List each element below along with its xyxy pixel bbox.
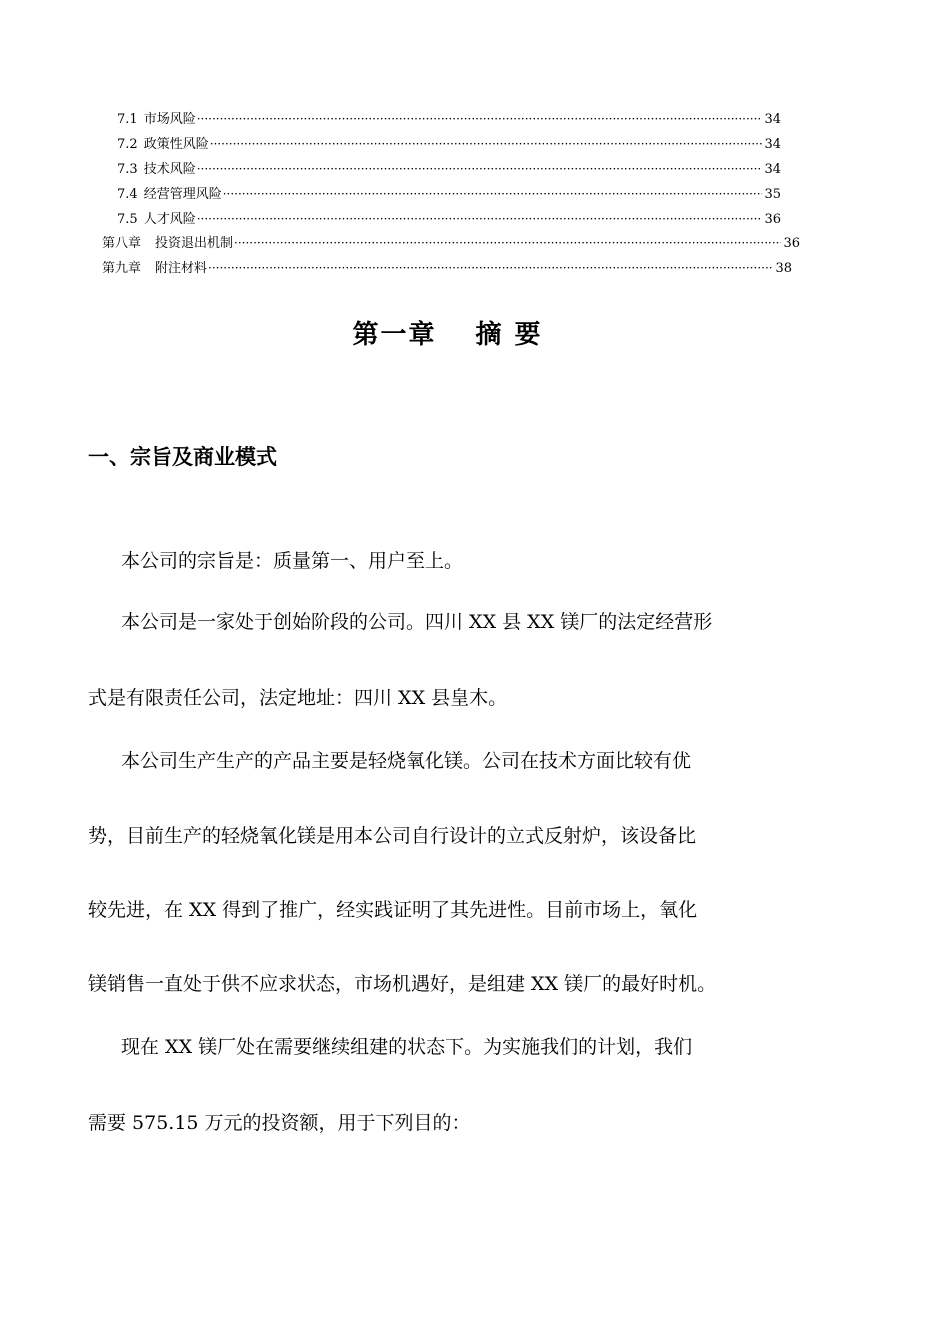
toc-entry-title: 经营管理风险 xyxy=(143,187,222,202)
toc-leader-dots xyxy=(208,260,773,277)
paragraph-line: 式是有限责任公司，法定地址：四川 XX 县皇木。 xyxy=(88,687,508,709)
toc-entry[interactable] xyxy=(117,186,781,203)
paragraph-line: 镁销售一直处于供不应求状态，市场机遇好，是组建 XX 镁厂的最好时机。 xyxy=(88,973,717,995)
paragraph-line: 现在 XX 镁厂处在需要继续组建的状态下。为实施我们的计划，我们 xyxy=(121,1036,693,1058)
chapter-title: 第一章 摘 要 xyxy=(352,320,543,350)
toc-entry-page: 36 xyxy=(764,212,781,227)
toc-entry[interactable] xyxy=(117,161,781,178)
toc-entry[interactable] xyxy=(102,235,800,252)
paragraph-line: 势，目前生产的轻烧氧化镁是用本公司自行设计的立式反射炉，该设备比 xyxy=(88,825,697,847)
toc-entry-number: 7.5 xyxy=(117,212,138,227)
toc-entry-page: 36 xyxy=(783,236,800,251)
toc-entry[interactable] xyxy=(102,260,792,277)
toc-entry-page: 38 xyxy=(775,261,792,276)
toc-entry-title: 附注材料 xyxy=(155,261,208,276)
toc-leader-dots xyxy=(197,111,763,128)
paragraph-line: 较先进，在 XX 得到了推广，经实践证明了其先进性。目前市场上，氧化 xyxy=(88,899,698,921)
paragraph-line: 本公司是一家处于创始阶段的公司。四川 XX 县 XX 镁厂的法定经营形 xyxy=(121,611,713,633)
toc-entry-page: 34 xyxy=(764,162,781,177)
toc-entry-title: 技术风险 xyxy=(143,162,196,177)
toc-leader-dots xyxy=(210,136,763,153)
toc-leader-dots xyxy=(197,161,763,178)
toc-entry-number: 7.2 xyxy=(117,137,138,152)
toc-leader-dots xyxy=(234,235,781,252)
toc-entry-number: 7.3 xyxy=(117,162,138,177)
toc-leader-dots xyxy=(223,186,763,203)
toc-entry-page: 34 xyxy=(764,112,781,127)
toc-entry-number: 7.1 xyxy=(117,112,138,127)
toc-entry-title: 投资退出机制 xyxy=(155,236,234,251)
paragraph-line: 需要 575.15 万元的投资额，用于下列目的： xyxy=(88,1112,471,1134)
toc-entry[interactable] xyxy=(117,211,781,228)
toc-entry-title: 政策性风险 xyxy=(143,137,209,152)
toc-entry-number: 第八章 xyxy=(102,236,142,251)
paragraph-line: 本公司的宗旨是：质量第一、用户至上。 xyxy=(121,550,464,572)
toc-entry[interactable] xyxy=(117,111,781,128)
toc-entry-page: 35 xyxy=(764,187,781,202)
toc-entry-title: 人才风险 xyxy=(143,212,196,227)
toc-entry-page: 34 xyxy=(764,137,781,152)
toc-entry-number: 第九章 xyxy=(102,261,142,276)
toc-leader-dots xyxy=(197,211,763,228)
section-heading: 一、宗旨及商业模式 xyxy=(88,445,277,469)
paragraph-line: 本公司生产生产的产品主要是轻烧氧化镁。公司在技术方面比较有优 xyxy=(121,750,692,772)
toc-entry-title: 市场风险 xyxy=(143,112,196,127)
toc-entry[interactable] xyxy=(117,136,781,153)
toc-entry-number: 7.4 xyxy=(117,187,138,202)
